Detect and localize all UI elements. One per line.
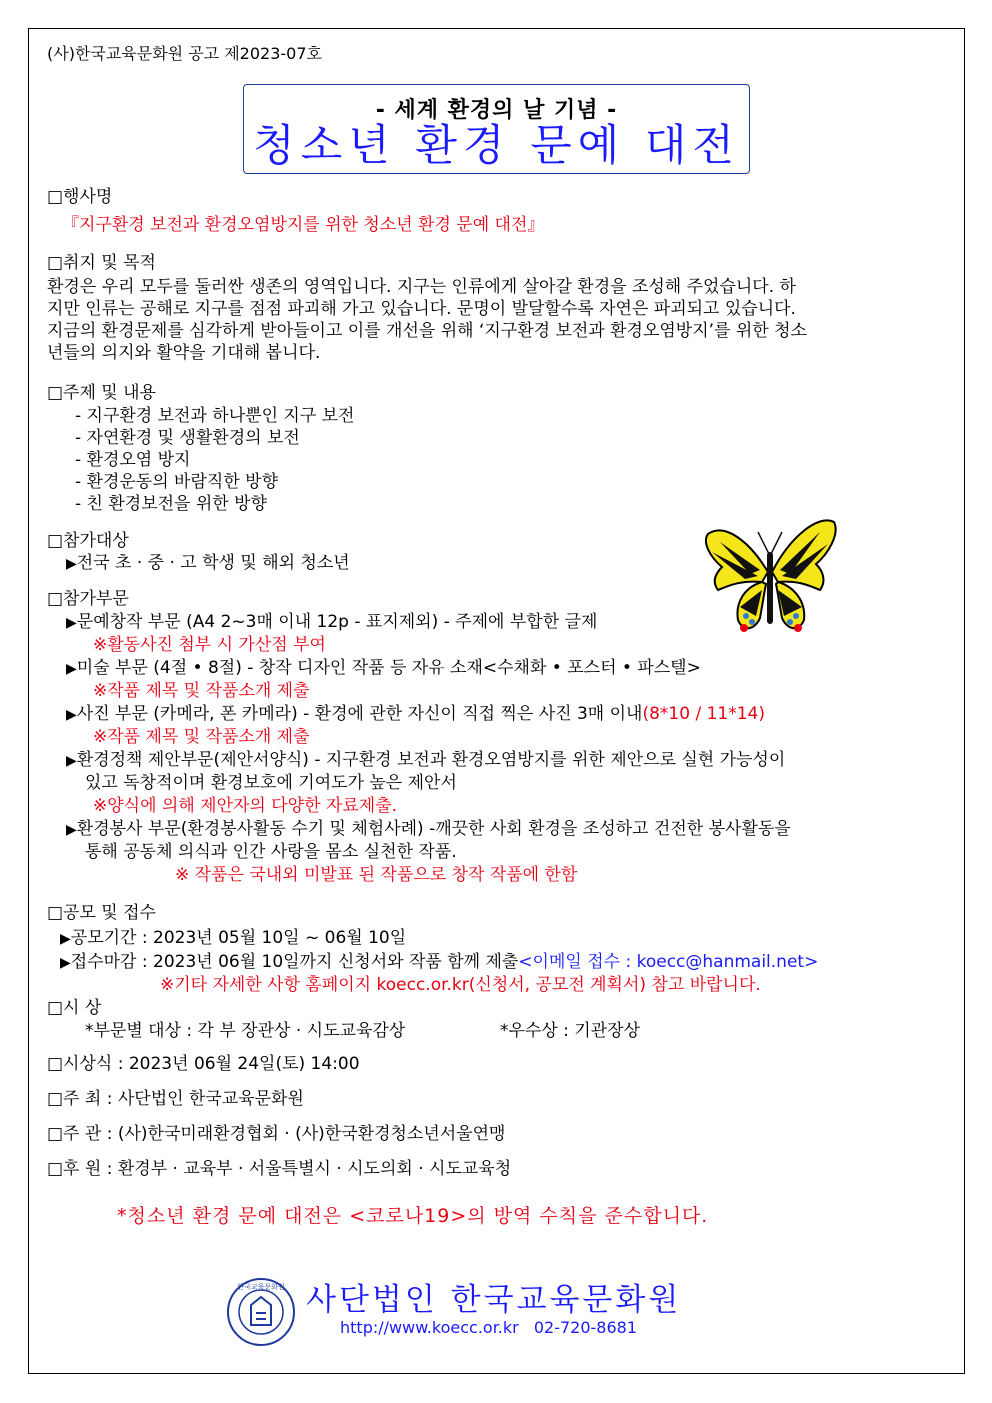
organization-seal-icon <box>226 1277 296 1347</box>
art-note: ※작품 제목 및 작품소개 제출 <box>93 681 310 701</box>
purpose-line: 년들의 의지와 활약을 기대해 봅니다. <box>47 343 321 363</box>
footer-contact <box>340 1318 637 1337</box>
triangle-bullet-icon: ▶ <box>66 556 77 572</box>
event-name-heading: □행사명 <box>47 187 113 207</box>
notice-number: (사)한국교육문화원 공고 제2023-07호 <box>47 44 322 63</box>
covid-note: *청소년 환경 문예 대전은 <코로나19>의 방역 수칙을 준수합니다. <box>117 1205 709 1227</box>
host: □주 최 : 사단법인 한국교육문화원 <box>47 1089 304 1109</box>
event-title: 청소년 환경 문예 대전 <box>253 121 740 171</box>
excellence-award: *우수상 : 기관장상 <box>500 1021 640 1041</box>
topic-item: - 환경운동의 바람직한 방향 <box>75 472 278 492</box>
organizer: □주 관 : (사)한국미래환경협회 · (사)한국환경청소년서울연맹 <box>47 1124 506 1144</box>
seal-text: 한국교육문화원 <box>237 1283 285 1291</box>
website-link[interactable]: http://www.koecc.or.kr <box>340 1318 519 1337</box>
triangle-bullet-icon: ▶ <box>66 661 77 677</box>
topics-heading: □주제 및 내용 <box>47 383 156 403</box>
purpose-heading: □취지 및 목적 <box>47 253 156 273</box>
topic-item: - 자연환경 및 생활환경의 보전 <box>75 428 300 448</box>
category-art: ▶미술 부문 (4절 • 8절) - 창작 디자인 작품 등 자유 소재<수채화 • 포스터 • 파스텔> <box>66 658 701 678</box>
topic-item: - 환경오염 방지 <box>75 450 191 470</box>
triangle-bullet-icon: ▶ <box>60 955 71 971</box>
category-volunteer: ▶환경봉사 부문(환경봉사활동 수기 및 체험사례) -깨끗한 사회 환경을 조성하고 건전한 봉사활동을 <box>66 819 791 839</box>
category-photo: ▶사진 부문 (카메라, 폰 카메라) - 환경에 관한 자신이 직접 찍은 사진 3매 이내(8*10 / 11*14) <box>66 704 765 724</box>
triangle-bullet-icon: ▶ <box>66 822 77 838</box>
topic-item: - 지구환경 보전과 하나뿐인 지구 보전 <box>75 406 355 426</box>
triangle-bullet-icon: ▶ <box>66 753 77 769</box>
triangle-bullet-icon: ▶ <box>60 931 71 947</box>
footer-org-name: 사단법인 한국교육문화원 <box>306 1282 682 1318</box>
purpose-paragraph <box>47 276 945 364</box>
submission-heading: □공모 및 접수 <box>47 903 156 923</box>
submission-deadline: ▶접수마감 : 2023년 06월 10일까지 신청서와 작품 함께 제출<이메일 접수 : koecc@hanmail.net> <box>60 952 819 972</box>
event-subtitle: - 세계 환경의 날 기념 - <box>375 98 618 123</box>
awards-heading: □시 상 <box>47 998 102 1018</box>
title-box <box>243 84 750 174</box>
triangle-bullet-icon: ▶ <box>66 707 77 723</box>
butterfly-icon <box>700 512 840 642</box>
event-name-value: 『지구환경 보전과 환경오염방지를 위한 청소년 환경 문예 대전』 <box>62 215 545 235</box>
etc-note: ※기타 자세한 사항 홈페이지 koecc.or.kr(신청서, 공모전 계획서) 참고 바랍니다. <box>160 975 761 995</box>
participants-heading: □참가대상 <box>47 531 129 551</box>
category-award: *부문별 대상 : 각 부 장관상 · 시도교육감상 <box>85 1021 406 1041</box>
volunteer-line2: 통해 공동체 의식과 인간 사랑을 몸소 실천한 작품. <box>85 842 457 862</box>
photo-size: (8*10 / 11*14) <box>642 704 765 724</box>
participants-value: ▶전국 초 · 중 · 고 학생 및 해외 청소년 <box>66 553 350 573</box>
categories-heading: □참가부문 <box>47 589 129 609</box>
purpose-line: 지만 인류는 공해로 지구를 점점 파괴해 가고 있습니다. 문명이 발달할수록 자연은 파괴되고 있습니다. <box>47 299 796 319</box>
submission-email: <이메일 접수 : koecc@hanmail.net> <box>518 952 819 972</box>
category-policy: ▶환경정책 제안부문(제안서양식) - 지구환경 보전과 환경오염방지를 위한 제안으로 실현 가능성이 <box>66 750 786 770</box>
phone-number: 02-720-8681 <box>533 1318 637 1337</box>
policy-note: ※양식에 의해 제안자의 다양한 자료제출. <box>93 796 398 816</box>
ceremony: □시상식 : 2023년 06월 24일(토) 14:00 <box>47 1054 360 1074</box>
category-literature: ▶문예창작 부문 (A4 2~3매 이내 12p - 표지제외) - 주제에 부합한 글제 <box>66 612 598 632</box>
original-work-note: ※ 작품은 국내외 미발표 된 작품으로 창작 작품에 한함 <box>175 865 578 885</box>
purpose-line: 환경은 우리 모두를 둘러싼 생존의 영역입니다. 지구는 인류에게 살아갈 환경을 조성해 주었습니다. 하 <box>47 277 796 297</box>
photo-note: ※작품 제목 및 작품소개 제출 <box>93 727 310 747</box>
submission-period: ▶공모기간 : 2023년 05월 10일 ~ 06월 10일 <box>60 928 407 948</box>
triangle-bullet-icon: ▶ <box>66 615 77 631</box>
purpose-line: 지금의 환경문제를 심각하게 받아들이고 이를 개선을 위해 ‘지구환경 보전과 환경오염방지’를 위한 청소 <box>47 321 807 341</box>
topic-item: - 친 환경보전을 위한 방향 <box>75 494 267 514</box>
policy-line2: 있고 독창적이며 환경보호에 기여도가 높은 제안서 <box>85 773 457 793</box>
sponsor: □후 원 : 환경부 · 교육부 · 서울특별시 · 시도의회 · 시도교육청 <box>47 1159 512 1179</box>
literature-note: ※활동사진 첨부 시 가산점 부여 <box>93 635 326 655</box>
